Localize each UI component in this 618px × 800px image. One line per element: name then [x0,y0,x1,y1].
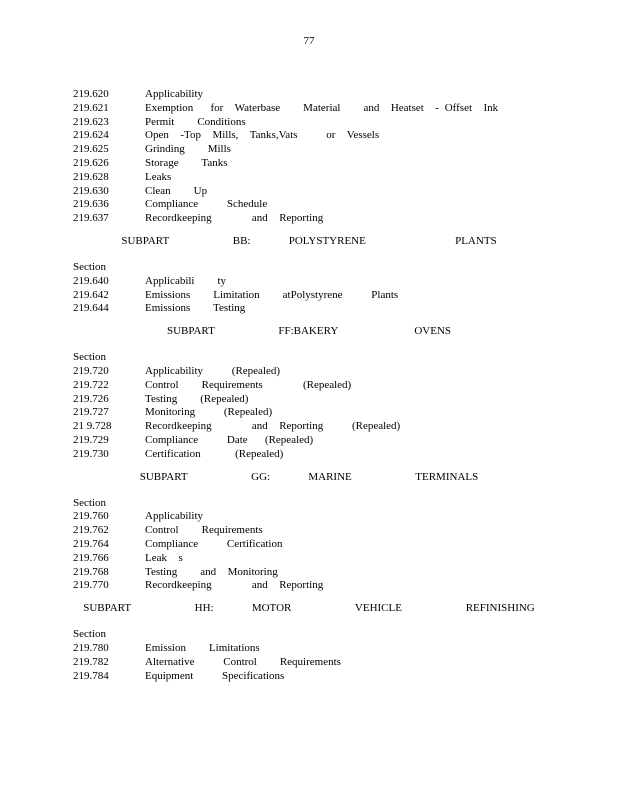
section-title: Applicability [145,88,204,100]
section-title: Grinding Mills [145,143,231,156]
section-number: 219.784 [73,669,109,682]
section-label: Section [73,351,106,364]
section-number: 219.727 [73,406,109,419]
toc-row [73,102,573,116]
section-label: Section [73,496,106,509]
toc-row [73,656,573,670]
toc-row [73,552,573,566]
section-label: Section [73,260,106,273]
section-title: Recordkeeping and Reporting [145,579,324,592]
section-title: Equipment Specifications [145,669,285,682]
section-label: Section [73,628,106,641]
section-title: Leak s [145,551,183,564]
section-title: Testing (Repealed) [145,392,249,405]
section-title: Monitoring (Repealed) [145,406,273,419]
toc-row [73,566,573,580]
section-title: Compliance Certification [145,537,283,550]
section-title: Emission Limitations [145,641,260,654]
table-of-contents [73,88,573,683]
toc-row [73,212,573,226]
toc-row [73,198,573,212]
section-title: Emissions Testing [145,302,246,315]
section-title: Applicabili ty [145,274,227,287]
section-title: Permit Conditions [145,115,246,128]
section-number: 219.766 [73,551,109,564]
section-number: 219.630 [73,184,109,197]
toc-row [73,275,573,289]
toc-row [73,379,573,393]
section-title: Compliance Date (Repealed) [145,433,314,446]
subpart-heading: SUBPART HH: MOTOR VEHICLE REFINISHING [83,602,535,615]
section-number: 219.760 [73,510,109,523]
toc-row [73,365,573,379]
section-title: Applicability (Repealed) [145,364,281,377]
section-title: Control Requirements (Repealed) [145,378,352,391]
section-number: 219.624 [73,129,109,142]
toc-row [73,393,573,407]
section-title: Testing and Monitoring [145,565,278,578]
section-number: 219.620 [73,88,109,100]
toc-row [73,448,573,462]
section-number: 21 9.728 [73,420,112,433]
section-number: 219.642 [73,288,109,301]
section-number: 219.640 [73,274,109,287]
subpart-heading: SUBPART BB: POLYSTYRENE PLANTS [121,234,497,247]
toc-row [73,171,573,185]
section-number: 219.720 [73,364,109,377]
section-number: 219.782 [73,655,109,668]
section-title: Emissions Limitation atPolystyrene Plants [145,288,399,301]
section-number: 219.644 [73,302,109,315]
section-number: 219.623 [73,115,109,128]
section-number: 219.770 [73,579,109,592]
section-number: 219.626 [73,156,109,169]
section-number: 219.768 [73,565,109,578]
section-title: Storage Tanks [145,156,228,169]
section-number: 219.730 [73,447,109,460]
toc-block [73,88,573,226]
toc-row [73,302,573,316]
section-number: 219.726 [73,392,109,405]
section-title: Recordkeeping and Reporting [145,212,324,225]
section-title: Open -Top Mills, Tanks,Vats or Vessels [145,129,380,142]
toc-row [73,579,573,593]
section-number: 219.780 [73,641,109,654]
toc-row [73,406,573,420]
toc-block [73,324,573,461]
section-title: Clean Up [145,184,208,197]
toc-row [73,420,573,434]
toc-block [73,601,573,683]
toc-row [73,510,573,524]
toc-row [73,88,573,102]
toc-row [73,642,573,656]
section-number: 219.628 [73,170,109,183]
section-title: Certification (Repealed) [145,447,284,460]
page-number: 77 [303,35,315,47]
toc-row [73,524,573,538]
subpart-heading: SUBPART FF:BAKERY OVENS [166,325,452,338]
toc-row [73,116,573,130]
section-number: 219.762 [73,524,109,537]
section-number: 219.764 [73,537,109,550]
toc-row [73,157,573,171]
toc-row [73,143,573,157]
section-number: 219.729 [73,433,109,446]
subpart-heading: SUBPART GG: MARINE TERMINALS [139,470,479,483]
section-title: Applicability [145,510,204,523]
section-number: 219.722 [73,378,109,391]
section-title: Recordkeeping and Reporting (Repealed) [145,420,401,433]
section-number: 219.625 [73,143,109,156]
section-number: 219.636 [73,198,109,211]
section-title: Exemption for Waterbase Material and Heatset - Offset Ink [145,101,499,114]
toc-block [73,234,573,316]
toc-row [73,670,573,684]
toc-row [73,289,573,303]
section-number: 219.621 [73,101,109,114]
toc-row [73,538,573,552]
section-title: Alternative Control Requirements [145,655,341,668]
section-title: Compliance Schedule [145,198,268,211]
toc-row [73,434,573,448]
toc-block [73,470,573,594]
section-title: Control Requirements [145,524,263,537]
section-title: Leaks [145,170,172,183]
toc-row [73,185,573,199]
toc-row [73,129,573,143]
section-number: 219.637 [73,212,109,225]
